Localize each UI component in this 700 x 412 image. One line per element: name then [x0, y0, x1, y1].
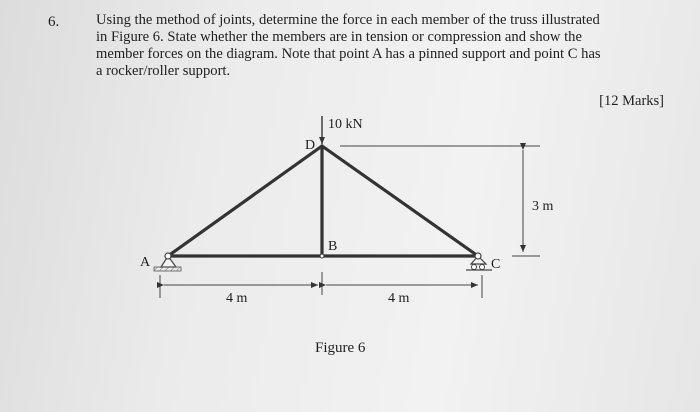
question-line: member forces on the diagram. Note that point A has a pinned support and point C has [96, 46, 601, 62]
question-line: a rocker/roller support. [96, 63, 231, 79]
dim-right-label: 4 m [388, 291, 410, 306]
member-DC [322, 146, 478, 256]
joint-B [320, 254, 324, 258]
joint-label-B: B [328, 239, 338, 254]
joint-label-D: D [305, 138, 316, 153]
span-dimensions [160, 272, 482, 298]
truss-members [168, 146, 478, 256]
dim-left-label: 4 m [226, 291, 248, 306]
load-label: 10 kN [328, 117, 363, 132]
figure-caption: Figure 6 [315, 340, 366, 356]
question-line: in Figure 6. State whether the members are in tension or compression and show the [96, 29, 582, 45]
question-line: Using the method of joints, determine the force in each member of the truss illustrated [96, 12, 600, 28]
joint-label-A: A [140, 255, 151, 270]
marks-label: [12 Marks] [599, 93, 664, 109]
joint-label-C: C [491, 257, 501, 272]
member-AD [168, 146, 322, 256]
height-dimension [340, 146, 540, 256]
dim-height-label: 3 m [532, 199, 554, 214]
question-number: 6. [48, 14, 60, 30]
